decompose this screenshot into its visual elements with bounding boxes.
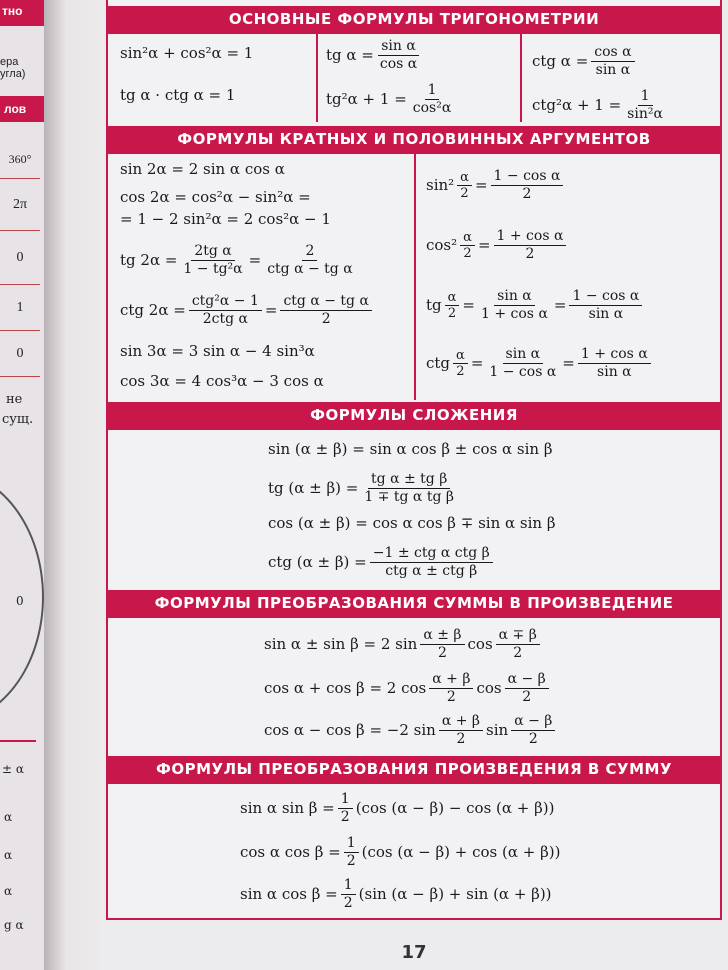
left-page-edge	[0, 0, 44, 970]
left-mark: 0	[16, 594, 24, 608]
formula-cos-cos: cos α cos β = $\frac{1}{2}$ (cos (α − β) + cos (α + β))	[240, 834, 561, 869]
section-addition-title: ФОРМУЛЫ СЛОЖЕНИЯ	[108, 402, 720, 430]
left-cell: 0	[0, 232, 40, 285]
formula-tg-sum: tg (α ± β) = $\frac{\text{tg α ± tg β}}{\text{1 ∓ tg α tg β}}$	[268, 470, 454, 505]
formula-cos-sum: cos (α ± β) = cos α cos β ∓ sin α sin β	[268, 514, 556, 532]
section-sum-product-title: ФОРМУЛЫ ПРЕОБРАЗОВАНИЯ СУММЫ В ПРОИЗВЕДЕНИЕ	[108, 590, 720, 618]
section-basic-title: ОСНОВНЫЕ ФОРМУЛЫ ТРИГОНОМЕТРИИ	[108, 6, 720, 34]
divider	[414, 154, 416, 400]
left-tail: не	[6, 392, 23, 407]
formula-sin-sum: sin (α ± β) = sin α cos β ± cos α sin β	[268, 440, 553, 458]
formula-ctg-half: ctg $\frac{\alpha}{2}$ = $\frac{\text{sin α}}{\text{1 − cos α}}$ = $\frac{\text{1 + cos α}}{\text{sin α}}$	[426, 342, 654, 384]
formula-basic-identity: sin²α + cos²α = 1	[120, 44, 254, 62]
left-mark: α	[4, 810, 13, 824]
formula-sin-cos: sin α cos β = $\frac{1}{2}$ (sin (α − β) + sin (α + β))	[240, 876, 552, 911]
formula-tg-half: tg $\frac{\alpha}{2}$ = $\frac{\text{sin α}}{\text{1 + cos α}}$ = $\frac{\text{1 − cos α}}{\text{sin α}}$	[426, 284, 645, 326]
left-cell: 1	[0, 286, 40, 331]
left-mark: α	[4, 884, 13, 898]
left-mark: α	[4, 848, 13, 862]
left-page-sub: ера угла)	[0, 56, 26, 80]
divider	[316, 34, 318, 122]
page	[100, 0, 728, 970]
page-number: 17	[401, 942, 427, 963]
formula-tg-ctg: tg α · ctg α = 1	[120, 86, 236, 104]
formula-cos2a: cos 2α = cos²α − sin²α =	[120, 188, 311, 206]
left-mark: ± α	[2, 762, 24, 776]
formula-ctg2a: ctg 2α = $\frac{\text{ctg²α − 1}}{\text{2ctg α}}$ = $\frac{\text{ctg α − tg α}}{2}$	[120, 290, 375, 330]
formula-cos-diff-product: cos α − cos β = −2 sin $\frac{\alpha + \beta}{2}$ sin $\frac{\alpha - \beta}{2}$	[264, 710, 558, 750]
formula-ctg-def: ctg α = $\frac{\text{cos α}}{\text{sin α}}$	[532, 42, 638, 80]
formula-cos-half: cos² $\frac{\alpha}{2}$ = $\frac{\text{1 + cos α}}{2}$	[426, 224, 569, 266]
formula-cos-sum-product: cos α + cos β = 2 cos $\frac{\alpha + \beta}{2}$ cos $\frac{\alpha - \beta}{2}$	[264, 668, 552, 708]
formula-ctg-sum: ctg (α ± β) = $\frac{\text{−1 ± ctg α ctg β}}{\text{ctg α ± ctg β}}$	[268, 542, 496, 582]
book-gutter	[44, 0, 100, 970]
left-cell: 360°	[0, 140, 40, 179]
formula-sin-half: sin² $\frac{\alpha}{2}$ = $\frac{\text{1 − cos α}}{2}$	[426, 164, 566, 206]
left-page-tab: лов	[0, 96, 44, 122]
section-multiple-title: ФОРМУЛЫ КРАТНЫХ И ПОЛОВИННЫХ АРГУМЕНТОВ	[108, 126, 720, 154]
left-cell: 2π	[0, 180, 40, 231]
left-mark: g α	[4, 918, 24, 932]
formula-sin-sum-product: sin α ± sin β = 2 sin $\frac{\alpha \pm \beta}{2}$ cos $\frac{\alpha \mp \beta}{2}$	[264, 624, 543, 664]
divider	[520, 34, 522, 122]
formula-sin-sin: sin α sin β = $\frac{1}{2}$ (cos (α − β) − cos (α + β))	[240, 790, 555, 825]
formula-tg2a: tg 2α = $\frac{\text{2tg α}}{\text{1 − tg²α}}$ = $\frac{2}{\text{ctg α − tg α}}$	[120, 242, 353, 277]
formula-cos2a-cont: = 1 − 2 sin²α = 2 cos²α − 1	[120, 210, 331, 228]
formula-ctg-sq: ctg²α + 1 = $\frac{1}{\text{sin²α}}$	[532, 87, 663, 122]
left-cell: 0	[0, 332, 40, 377]
formula-sin3a: sin 3α = 3 sin α − 4 sin³α	[120, 342, 315, 360]
formula-tg-sq: tg²α + 1 = $\frac{1}{\text{cos²α}}$	[326, 81, 452, 116]
left-page-header: тно	[0, 0, 44, 26]
formula-sin2a: sin 2α = 2 sin α cos α	[120, 160, 285, 178]
formula-sheet	[106, 0, 722, 920]
left-tail: сущ.	[2, 412, 34, 427]
formula-cos3a: cos 3α = 4 cos³α − 3 cos α	[120, 372, 324, 390]
section-product-sum-title: ФОРМУЛЫ ПРЕОБРАЗОВАНИЯ ПРОИЗВЕДЕНИЯ В СУММУ	[108, 756, 720, 784]
formula-tg-def: tg α = $\frac{\text{sin α}}{\text{cos α}}$	[326, 37, 418, 72]
